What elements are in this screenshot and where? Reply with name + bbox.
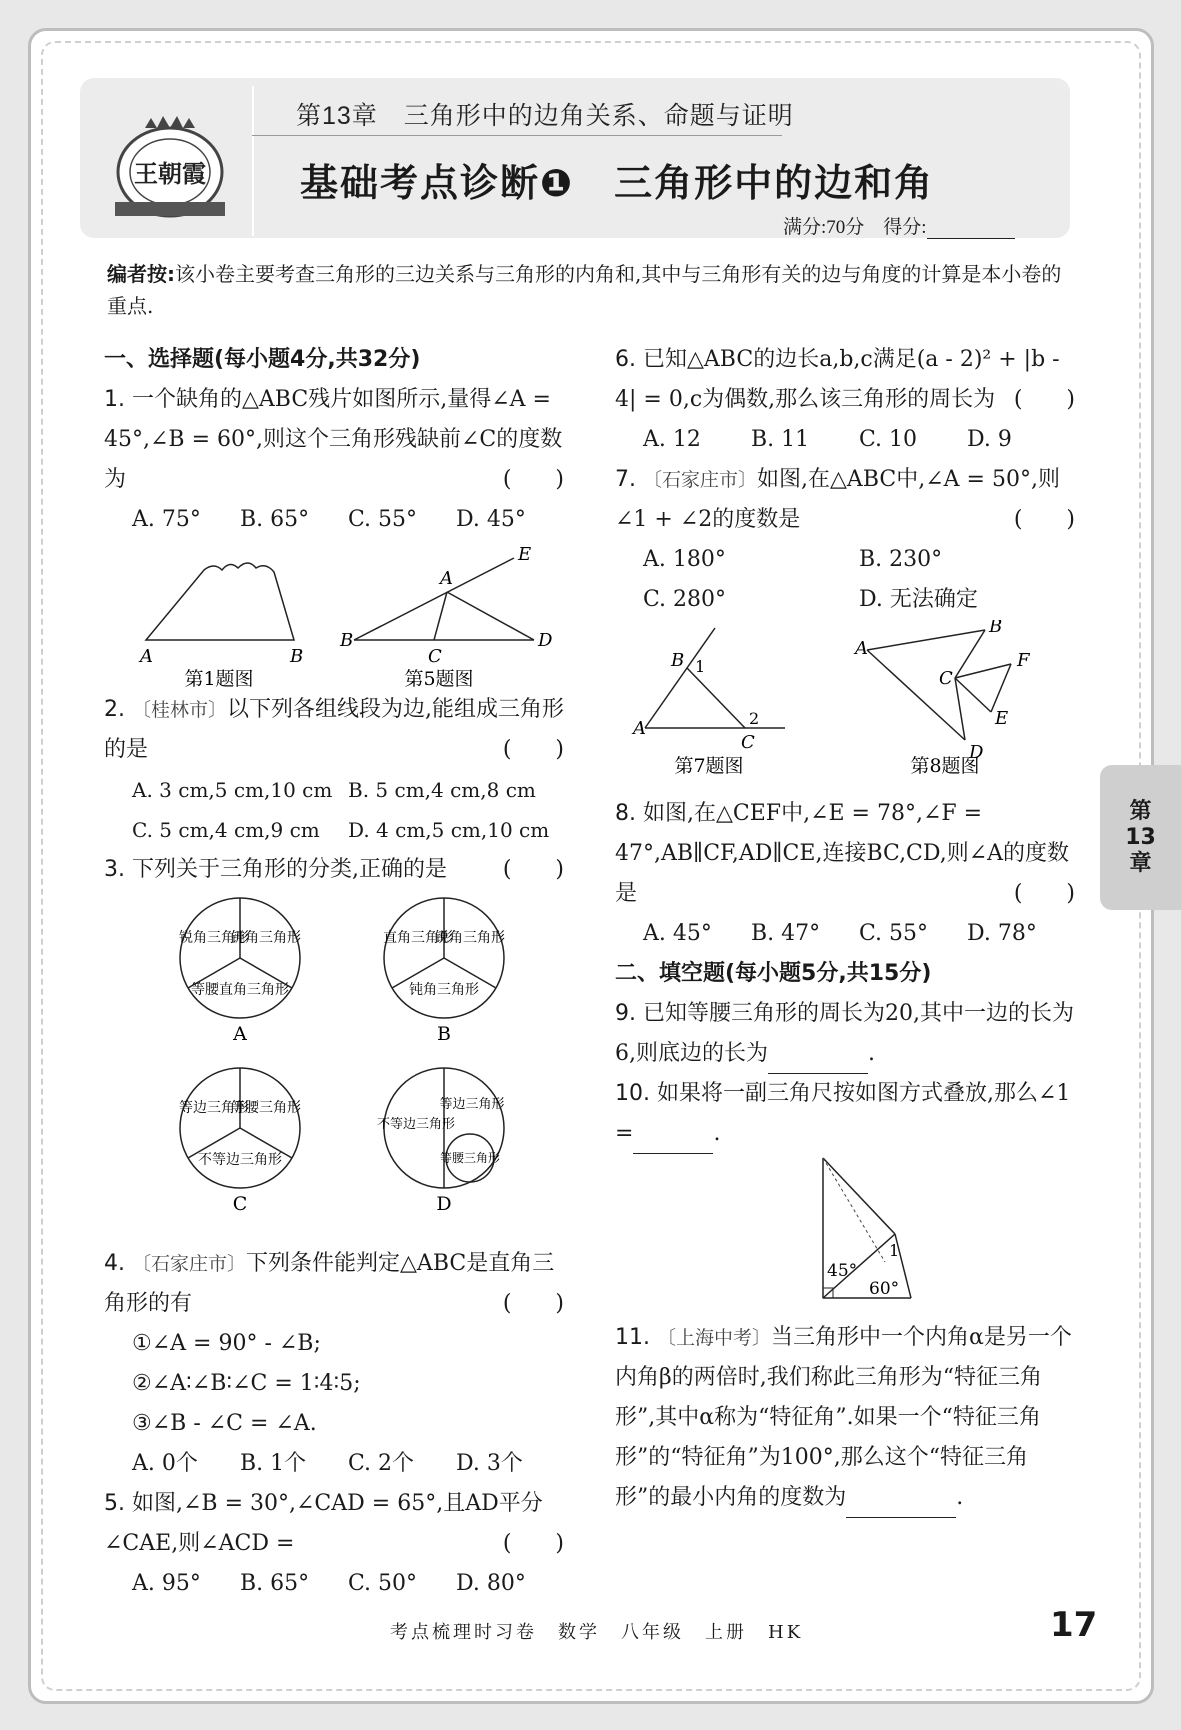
q3-circle-d[interactable] [377, 1068, 505, 1215]
q1-label-b: B [290, 646, 304, 667]
q2-option-a[interactable]: A. 3 cm,5 cm,10 cm [132, 778, 333, 802]
q9-number: 9. [615, 1001, 636, 1026]
q4-option-d[interactable]: D. 3个 [456, 1451, 523, 1476]
q8-number: 8. [615, 801, 636, 826]
q5-label-d: D [538, 630, 553, 651]
q1-text: 一个缺角的△ABC残片如图所示,量得∠A = 45°,∠B = 60°,则这个三角形残缺前∠C的度数为 [104, 387, 563, 492]
chapter-title: 第13章 三角形中的边角关系、命题与证明 [296, 102, 794, 130]
q3-d-part1: 不等边三角形 [376, 1117, 456, 1132]
q11-number: 11. [615, 1325, 650, 1350]
q3-d-part2: 等边三角形 [439, 1097, 505, 1112]
q6-option-b[interactable]: B. 11 [751, 427, 810, 452]
q7-option-b[interactable]: B. 230° [859, 547, 943, 572]
q5-option-a[interactable]: A. 95° [132, 1571, 201, 1596]
q4-option-a[interactable]: A. 0个 [132, 1451, 198, 1476]
q4-options [104, 1444, 564, 1484]
side-tab-line3: 章 [1129, 851, 1152, 876]
q9-text: 已知等腰三角形的周长为20,其中一边的长为6,则底边的长为 [615, 1001, 1074, 1066]
q6-text: 已知△ABC的边长a,b,c满足(a - 2)² + |b - 4| = 0,c为偶数,那么该三角形的周长为 [615, 347, 1060, 412]
q1-q5-figures-svg [104, 540, 564, 690]
q8-label-b: B [989, 620, 1003, 637]
q4-option-c[interactable]: C. 2个 [348, 1451, 415, 1476]
q1-label-a: A [140, 646, 153, 667]
chapter-underline [252, 135, 782, 136]
q6-option-c[interactable]: C. 10 [859, 427, 918, 452]
score-label: 得分: [883, 217, 927, 238]
q2-text: 以下列各组线段为边,能组成三角形的是 [104, 697, 565, 762]
score-blank[interactable] [927, 220, 1015, 239]
q5-option-c[interactable]: C. 50° [348, 1571, 418, 1596]
q7-label-b: B [671, 650, 685, 671]
q8-label-a: A [855, 638, 868, 659]
q7-text: 如图,在△ABC中,∠A = 50°,则∠1 + ∠2的度数是 [615, 467, 1060, 532]
q3-a-part2: 钝角三角形 [231, 930, 301, 946]
q2-number: 2. [104, 697, 125, 722]
q8-caption: 第8题图 [910, 755, 980, 777]
q3-c-label: C [232, 1193, 248, 1215]
q9-end: . [868, 1041, 875, 1066]
q7-option-d[interactable]: D. 无法确定 [859, 587, 978, 612]
q5-number: 5. [104, 1491, 125, 1516]
q5-answer-paren[interactable]: ( ) [502, 1531, 564, 1556]
side-tab-line2: 13 [1125, 825, 1156, 850]
question-7 [615, 460, 1075, 540]
q5-option-b[interactable]: B. 65° [240, 1571, 310, 1596]
q5-option-d[interactable]: D. 80° [456, 1571, 526, 1596]
q1-option-b[interactable]: B. 65° [240, 507, 310, 532]
q3-c-part1: 等边三角形 [179, 1100, 249, 1116]
question-1 [104, 380, 564, 500]
page-number: 17 [1050, 1605, 1098, 1645]
footer-book-title: 考点梳理时习卷 数学 八年级 上册 HK [390, 1622, 804, 1643]
q8-answer-paren[interactable]: ( ) [1013, 881, 1075, 906]
q2-options [104, 770, 564, 850]
q11-answer-blank[interactable] [846, 1495, 956, 1518]
q6-option-d[interactable]: D. 9 [967, 427, 1012, 452]
q1-answer-paren[interactable]: ( ) [502, 467, 564, 492]
q4-condition-2: ②∠A∶∠B∶∠C = 1∶4∶5; [132, 1371, 361, 1396]
q10-answer-blank[interactable] [633, 1131, 713, 1154]
q10-triangle-rulers-figure [615, 1154, 1075, 1304]
q10-end: . [713, 1121, 721, 1146]
q3-c-part3: 不等边三角形 [198, 1152, 282, 1168]
question-2 [104, 690, 564, 770]
q3-answer-paren[interactable]: ( ) [502, 857, 564, 882]
q7-source-tag: 〔石家庄市〕 [643, 469, 758, 491]
figures-q1-q5 [104, 540, 564, 690]
q3-circle-a[interactable] [179, 898, 301, 1045]
q8-label-c: C [939, 668, 953, 689]
q3-b-part3: 钝角三角形 [409, 982, 479, 998]
question-4 [104, 1244, 564, 1324]
q4-condition-1: ①∠A = 90° - ∠B; [132, 1331, 321, 1356]
q4-answer-paren[interactable]: ( ) [502, 1291, 564, 1316]
q6-number: 6. [615, 347, 636, 372]
q1-options [104, 500, 564, 540]
page-title: 基础考点诊断❶ 三角形中的边和角 [300, 161, 935, 205]
q10-angle-1: 1 [889, 1241, 900, 1260]
q2-option-d[interactable]: D. 4 cm,5 cm,10 cm [348, 818, 550, 842]
q3-text: 下列关于三角形的分类,正确的是 [132, 857, 447, 882]
q1-option-a[interactable]: A. 75° [132, 507, 201, 532]
q7-caption: 第7题图 [674, 755, 744, 777]
q8-label-d: D [969, 742, 984, 763]
q5-label-b: B [340, 630, 354, 651]
q5-label-c: C [428, 646, 442, 667]
q1-option-d[interactable]: D. 45° [456, 507, 526, 532]
section-choice-title: 一、选择题(每小题4分,共32分) [104, 347, 421, 372]
q8-option-d[interactable]: D. 78° [967, 921, 1037, 946]
q1-option-c[interactable]: C. 55° [348, 507, 418, 532]
q4-option-b[interactable]: B. 1个 [240, 1451, 307, 1476]
q1-caption: 第1题图 [184, 668, 254, 690]
q10-text: 如果将一副三角尺按如图方式叠放,那么∠1 = [615, 1081, 1071, 1146]
q5-label-a: A [440, 568, 453, 589]
q6-options [615, 420, 1075, 460]
q8-options [615, 914, 1075, 954]
q2-answer-paren[interactable]: ( ) [502, 737, 564, 762]
q7-label-c: C [741, 732, 755, 753]
publisher-logo [105, 110, 235, 228]
q7-label-a: A [633, 718, 646, 739]
q6-option-a[interactable]: A. 12 [643, 427, 701, 452]
q8-option-b[interactable]: B. 47° [751, 921, 821, 946]
q3-a-part1: 锐角三角形 [179, 930, 249, 946]
q8-option-a[interactable]: A. 45° [643, 921, 712, 946]
q7-q8-figures [615, 620, 1075, 780]
q5-caption: 第5题图 [404, 668, 474, 690]
question-11 [615, 1318, 1075, 1518]
question-8 [615, 794, 1075, 914]
q4-number: 4. [104, 1251, 125, 1276]
q5-label-e: E [518, 544, 532, 565]
q3-b-part2: 锐角三角形 [435, 930, 505, 946]
q2-source-tag: 〔桂林市〕 [132, 699, 228, 721]
right-column [615, 340, 1075, 1518]
q6-answer-paren[interactable]: ( ) [1013, 387, 1075, 412]
q8-label-e: E [995, 708, 1009, 729]
q8-option-c[interactable]: C. 55° [859, 921, 929, 946]
q3-b-label: B [437, 1023, 451, 1045]
q7-angle-1: 1 [695, 657, 706, 676]
q11-end: . [956, 1485, 964, 1510]
q7-number: 7. [615, 467, 636, 492]
left-column [104, 340, 564, 1604]
q3-a-part3: 等腰直角三角形 [191, 982, 289, 998]
question-3 [104, 850, 564, 890]
q10-angle-45: 45° [827, 1261, 858, 1281]
q7-figure [631, 628, 785, 777]
q2-option-c[interactable]: C. 5 cm,4 cm,9 cm [132, 818, 320, 842]
side-tab-line1: 第 [1129, 799, 1152, 824]
q11-text: 当三角形中一个内角α是另一个内角β的两倍时,我们称此三角形为“特征三角形”,其中α称为“特征角”.如果一个“特征三角形”的“特征角”为100°,那么这个“特征三角形”的最小内角的度数为 [615, 1325, 1072, 1510]
q11-source-tag: 〔上海中考〕 [657, 1327, 772, 1349]
q3-d-label: D [436, 1193, 452, 1215]
q3-c-part2: 等腰三角形 [231, 1100, 301, 1116]
section-fill-title: 二、填空题(每小题5分,共15分) [615, 961, 932, 986]
q7-answer-paren[interactable]: ( ) [1013, 507, 1075, 532]
q10-number: 10. [615, 1081, 650, 1106]
editor-label: 编者按: [107, 262, 175, 286]
q1-number: 1. [104, 387, 125, 412]
q8-figure [853, 620, 1031, 777]
q4-condition-3: ③∠B - ∠C = ∠A. [132, 1411, 317, 1436]
q3-circle-b[interactable] [383, 898, 505, 1045]
q8-label-f: F [1017, 650, 1030, 671]
q8-text: 如图,在△CEF中,∠E = 78°,∠F = 47°,AB∥CF,AD∥CE,连接BC,CD,则∠A的度数是 [615, 801, 1070, 906]
header-divider [252, 86, 254, 236]
q3-circle-c[interactable] [179, 1068, 301, 1215]
question-10 [615, 1074, 1075, 1154]
q2-option-b[interactable]: B. 5 cm,4 cm,8 cm [348, 778, 536, 802]
q5-options [104, 1564, 564, 1604]
q5-figure [339, 544, 553, 690]
question-6 [615, 340, 1075, 420]
question-9 [615, 994, 1075, 1074]
chapter-side-tab[interactable] [1100, 765, 1181, 910]
q3-a-label: A [233, 1023, 247, 1045]
q4-source-tag: 〔石家庄市〕 [132, 1253, 247, 1275]
editor-text: 该小卷主要考查三角形的三边关系与三角形的内角和,其中与三角形有关的边与角度的计算是本小卷的重点. [107, 262, 1062, 318]
editor-note [107, 258, 1077, 322]
question-5 [104, 1484, 564, 1564]
q7-angle-2: 2 [749, 709, 760, 728]
full-score: 满分:70分 [783, 217, 865, 238]
q7-option-c[interactable]: C. 280° [643, 587, 727, 612]
q10-angle-60: 60° [869, 1279, 900, 1299]
q3-classification-circles [104, 890, 564, 1230]
q4-text: 下列条件能判定△ABC是直角三角形的有 [104, 1251, 555, 1316]
svg-text:王朝霞: 王朝霞 [134, 159, 206, 188]
score-line [783, 212, 1015, 239]
q3-number: 3. [104, 857, 125, 882]
q7-options [615, 540, 1075, 620]
q7-option-a[interactable]: A. 180° [643, 547, 726, 572]
q5-text: 如图,∠B = 30°,∠CAD = 65°,且AD平分∠CAE,则∠ACD = [104, 1491, 543, 1556]
q3-d-part3: 等腰三角形 [439, 1151, 501, 1165]
q9-answer-blank[interactable] [768, 1051, 868, 1074]
q3-b-part1: 直角三角形 [383, 930, 453, 946]
q1-figure [138, 563, 303, 690]
